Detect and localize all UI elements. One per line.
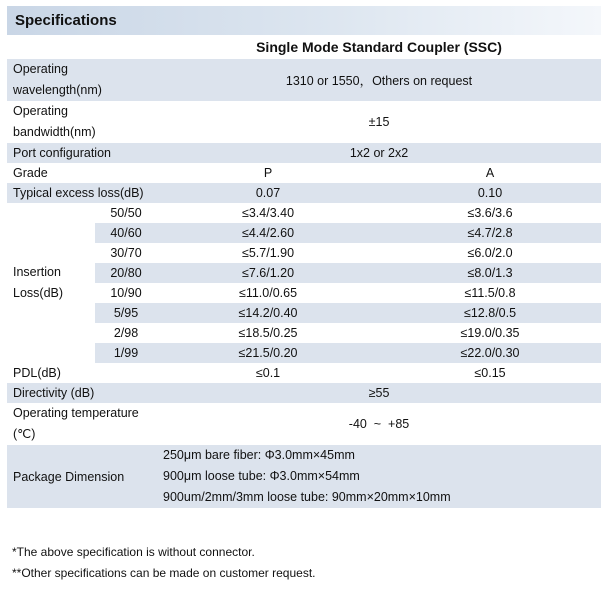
label-insertion-line2: Loss(dB) bbox=[13, 286, 64, 300]
value-port: 1x2 or 2x2 bbox=[157, 143, 601, 163]
row-insertion-2 bbox=[7, 243, 601, 263]
insertion-ratio: 20/80 bbox=[95, 263, 157, 283]
insertion-ratio: 40/60 bbox=[95, 223, 157, 243]
row-directivity bbox=[7, 383, 601, 403]
row-insertion-5 bbox=[7, 303, 601, 323]
label-insertion bbox=[7, 203, 95, 363]
label-excess: Typical excess loss(dB) bbox=[7, 183, 157, 203]
section-title: Specifications bbox=[15, 12, 117, 29]
product-title: Single Mode Standard Coupler (SSC) bbox=[256, 39, 502, 55]
insertion-p: ≤3.4/3.40 bbox=[241, 206, 295, 220]
pdl-p: ≤0.1 bbox=[255, 366, 281, 380]
package-line: 250μm bare fiber: Φ3.0mm×45mm bbox=[163, 448, 355, 462]
value-bandwidth: ±15 bbox=[368, 115, 390, 129]
label-insertion-line1: Insertion bbox=[13, 265, 61, 279]
insertion-p: ≤14.2/0.40 bbox=[157, 303, 379, 323]
excess-p: 0.07 bbox=[157, 183, 379, 203]
insertion-ratio: 10/90 bbox=[110, 286, 142, 300]
label-temperature-line1: Operating temperature bbox=[13, 406, 139, 420]
spec-sheet bbox=[7, 6, 601, 508]
insertion-ratio: 30/70 bbox=[110, 246, 142, 260]
row-insertion-0 bbox=[7, 203, 601, 223]
row-insertion-6 bbox=[7, 323, 601, 343]
label-temperature-line2: (℃) bbox=[13, 427, 36, 441]
row-grade bbox=[7, 163, 601, 183]
grade-a: A bbox=[485, 166, 495, 180]
insertion-p: ≤7.6/1.20 bbox=[157, 263, 379, 283]
excess-a: 0.10 bbox=[379, 183, 601, 203]
label-temperature bbox=[7, 403, 157, 445]
grade-p: P bbox=[263, 166, 273, 180]
row-package bbox=[7, 445, 601, 508]
label-directivity: Directivity (dB) bbox=[7, 383, 157, 403]
footnote: *The above specification is without connector. bbox=[12, 545, 255, 559]
insertion-a: ≤12.8/0.5 bbox=[379, 303, 601, 323]
value-wavelength: 1310 or 1550，Others on request bbox=[157, 59, 601, 101]
insertion-p: ≤18.5/0.25 bbox=[238, 326, 298, 340]
package-line: 900μm loose tube: Φ3.0mm×54mm bbox=[163, 469, 360, 483]
insertion-ratio: 2/98 bbox=[113, 326, 139, 340]
insertion-a: ≤22.0/0.30 bbox=[379, 343, 601, 363]
insertion-ratio: 50/50 bbox=[110, 206, 142, 220]
label-wavelength: Operating wavelength(nm) bbox=[7, 59, 157, 101]
insertion-p: ≤4.4/2.60 bbox=[157, 223, 379, 243]
row-bandwidth bbox=[7, 101, 601, 143]
value-directivity: ≥55 bbox=[157, 383, 601, 403]
row-insertion-3 bbox=[7, 263, 601, 283]
row-insertion-7 bbox=[7, 343, 601, 363]
value-temperature: -40 ~ +85 bbox=[348, 417, 410, 431]
package-line: 900um/2mm/3mm loose tube: 90mm×20mm×10mm bbox=[163, 490, 451, 504]
insertion-a: ≤11.5/0.8 bbox=[464, 286, 516, 300]
footnotes bbox=[12, 542, 316, 584]
insertion-a: ≤4.7/2.8 bbox=[379, 223, 601, 243]
label-grade: Grade bbox=[13, 166, 48, 180]
row-wavelength bbox=[7, 59, 601, 101]
pdl-a: ≤0.15 bbox=[474, 366, 506, 380]
insertion-a: ≤6.0/2.0 bbox=[467, 246, 513, 260]
value-package bbox=[157, 445, 601, 508]
insertion-a: ≤19.0/0.35 bbox=[460, 326, 520, 340]
insertion-a: ≤3.6/3.6 bbox=[467, 206, 513, 220]
row-port bbox=[7, 143, 601, 163]
row-excess bbox=[7, 183, 601, 203]
insertion-a: ≤8.0/1.3 bbox=[379, 263, 601, 283]
row-pdl bbox=[7, 363, 601, 383]
label-package: Package Dimension bbox=[7, 445, 157, 508]
spec-table bbox=[7, 59, 601, 508]
row-insertion-1 bbox=[7, 223, 601, 243]
insertion-p: ≤21.5/0.20 bbox=[157, 343, 379, 363]
footnote: **Other specifications can be made on customer request. bbox=[12, 566, 316, 580]
label-bandwidth: Operating bandwidth(nm) bbox=[13, 104, 96, 139]
label-port: Port configuration bbox=[7, 143, 157, 163]
row-insertion-4 bbox=[7, 283, 601, 303]
section-header bbox=[7, 6, 601, 35]
insertion-p: ≤11.0/0.65 bbox=[238, 286, 298, 300]
insertion-ratio: 1/99 bbox=[95, 343, 157, 363]
insertion-p: ≤5.7/1.90 bbox=[241, 246, 295, 260]
insertion-ratio: 5/95 bbox=[95, 303, 157, 323]
label-pdl: PDL(dB) bbox=[13, 366, 61, 380]
row-temperature bbox=[7, 403, 601, 445]
